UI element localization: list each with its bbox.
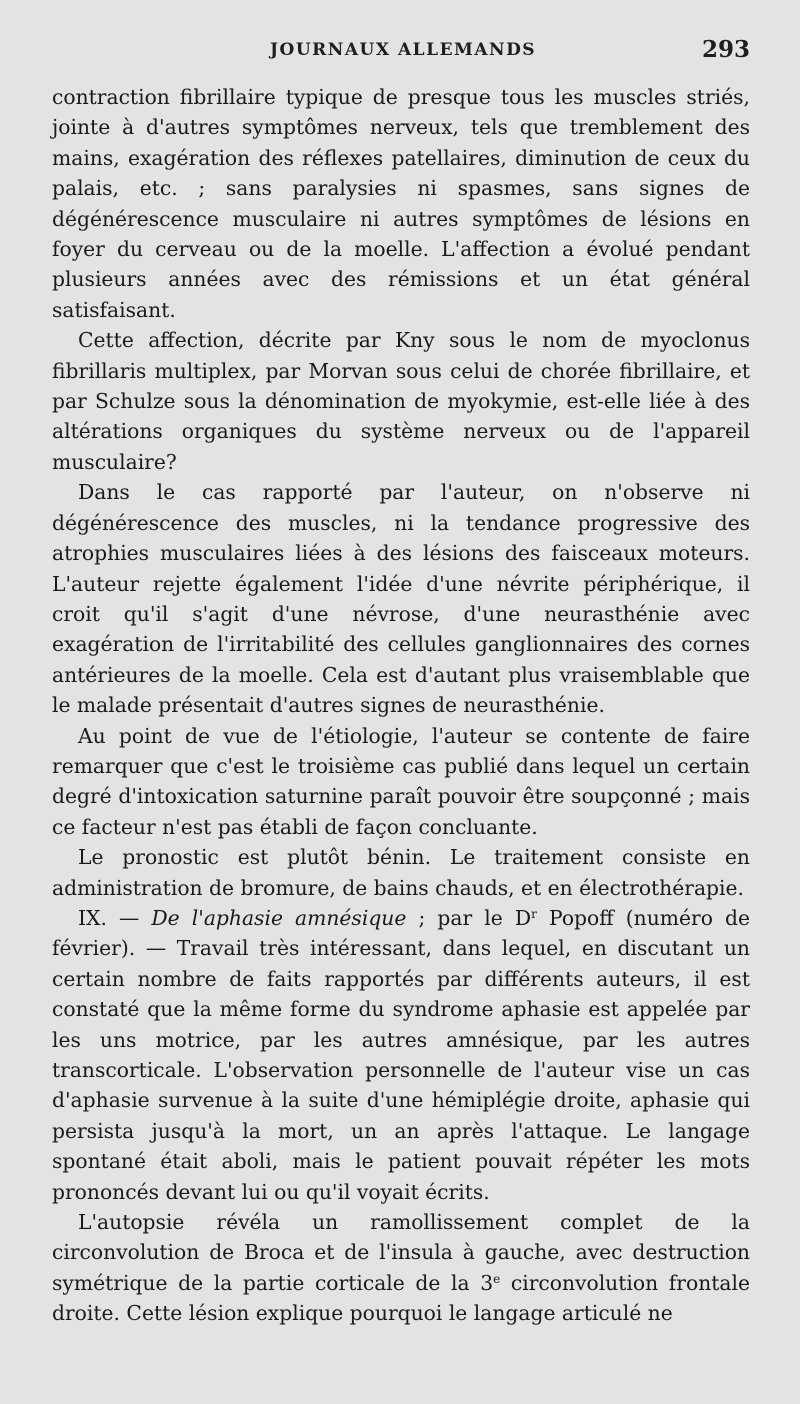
doctor-superscript: r — [531, 906, 537, 921]
paragraph-1: contraction fibrillaire typique de presque tous les muscles striés, jointe à d'autres symptômes nerveux, tels que tremblement des mains, exagération des réflexes patellaires, diminution de ceux du palais, etc. ; sans paralysies ni spasmes, sans signes de dégénérescence musculaire ni autres symptômes de lésions en foyer du cerveau ou de la moelle. L'affection a évolué pendant plusieurs années avec des rémissions et un état général satisfaisant. — [52, 85, 750, 322]
paragraph-3: Dans le cas rapporté par l'auteur, on n'observe ni dégénérescence des muscles, ni la tendance progressive des atrophies musculaires liées à des lésions des faisceaux moteurs. L'auteur rejette également l'idée d'une névrite périphérique, il croit qu'il s'agit d'une névrose, d'une neurasthénie avec exagération de l'irritabilité des cellules ganglionnaires des cornes antérieures de la moelle. Cela est d'autant plus vraisemblable que le malade présentait d'autres signes de neurasthénie. — [52, 480, 750, 718]
running-title: JOURNAUX ALLEMANDS — [270, 40, 537, 60]
paragraph-7-text-a: L'autopsie révéla un ramollissement complet de la circonvolution de Broca et de l'insula à gauche, avec destruction symétrique de la partie corticale de la 3 — [52, 1210, 750, 1295]
paragraph-6-text: Popoff (numéro de février). — Travail très intéressant, dans lequel, en discutant un certain nombre de faits rapportés par différents auteurs, il est constaté que la même forme du syndrome aphasie est appelée par les uns motrice, par les autres amnésique, par les autres transcorticale. L'observation personnelle de l'auteur vise un cas d'aphasie survenue à la suite d'une hémiplégie droite, aphasie qui persista jusqu'à la mort, un an après l'attaque. Le langage spontané était aboli, mais le patient pouvait répéter les mots prononcés devant lui ou qu'il voyait écrits. — [52, 905, 750, 1204]
body-text — [52, 82, 750, 1329]
paragraph-5: Le pronostic est plutôt bénin. Le traitement consiste en administration de bromure, de bains chauds, et en électrothérapie. — [52, 845, 750, 900]
paragraph-7-text-b: circonvolution frontale droite. Cette lésion explique pourquoi le langage articulé ne — [52, 1270, 750, 1326]
page-number: 293 — [701, 36, 750, 63]
page-header — [0, 36, 800, 70]
paragraph-2: Cette affection, décrite par Kny sous le nom de myoclonus fibrillaris multiplex, par Morvan sous celui de chorée fibrillaire, et par Schulze sous la dénomination de myokymie, est-elle liée à des altérations organiques du système nerveux ou de l'appareil musculaire? — [52, 328, 750, 474]
paragraph-6 — [52, 903, 750, 1207]
ordinal-superscript: e — [493, 1271, 501, 1286]
paragraph-7 — [52, 1207, 750, 1329]
section-number: IX. — — [78, 905, 152, 930]
paragraph-4: Au point de vue de l'étiologie, l'auteur se contente de faire remarquer que c'est le troisième cas publié dans lequel un certain degré d'intoxication saturnine paraît pouvoir être soupçonné ; mais ce facteur n'est pas établi de façon concluante. — [52, 723, 750, 839]
article-title: De l'aphasie amnésique — [151, 905, 407, 930]
paragraph-6-intro: ; par le D — [406, 905, 532, 930]
